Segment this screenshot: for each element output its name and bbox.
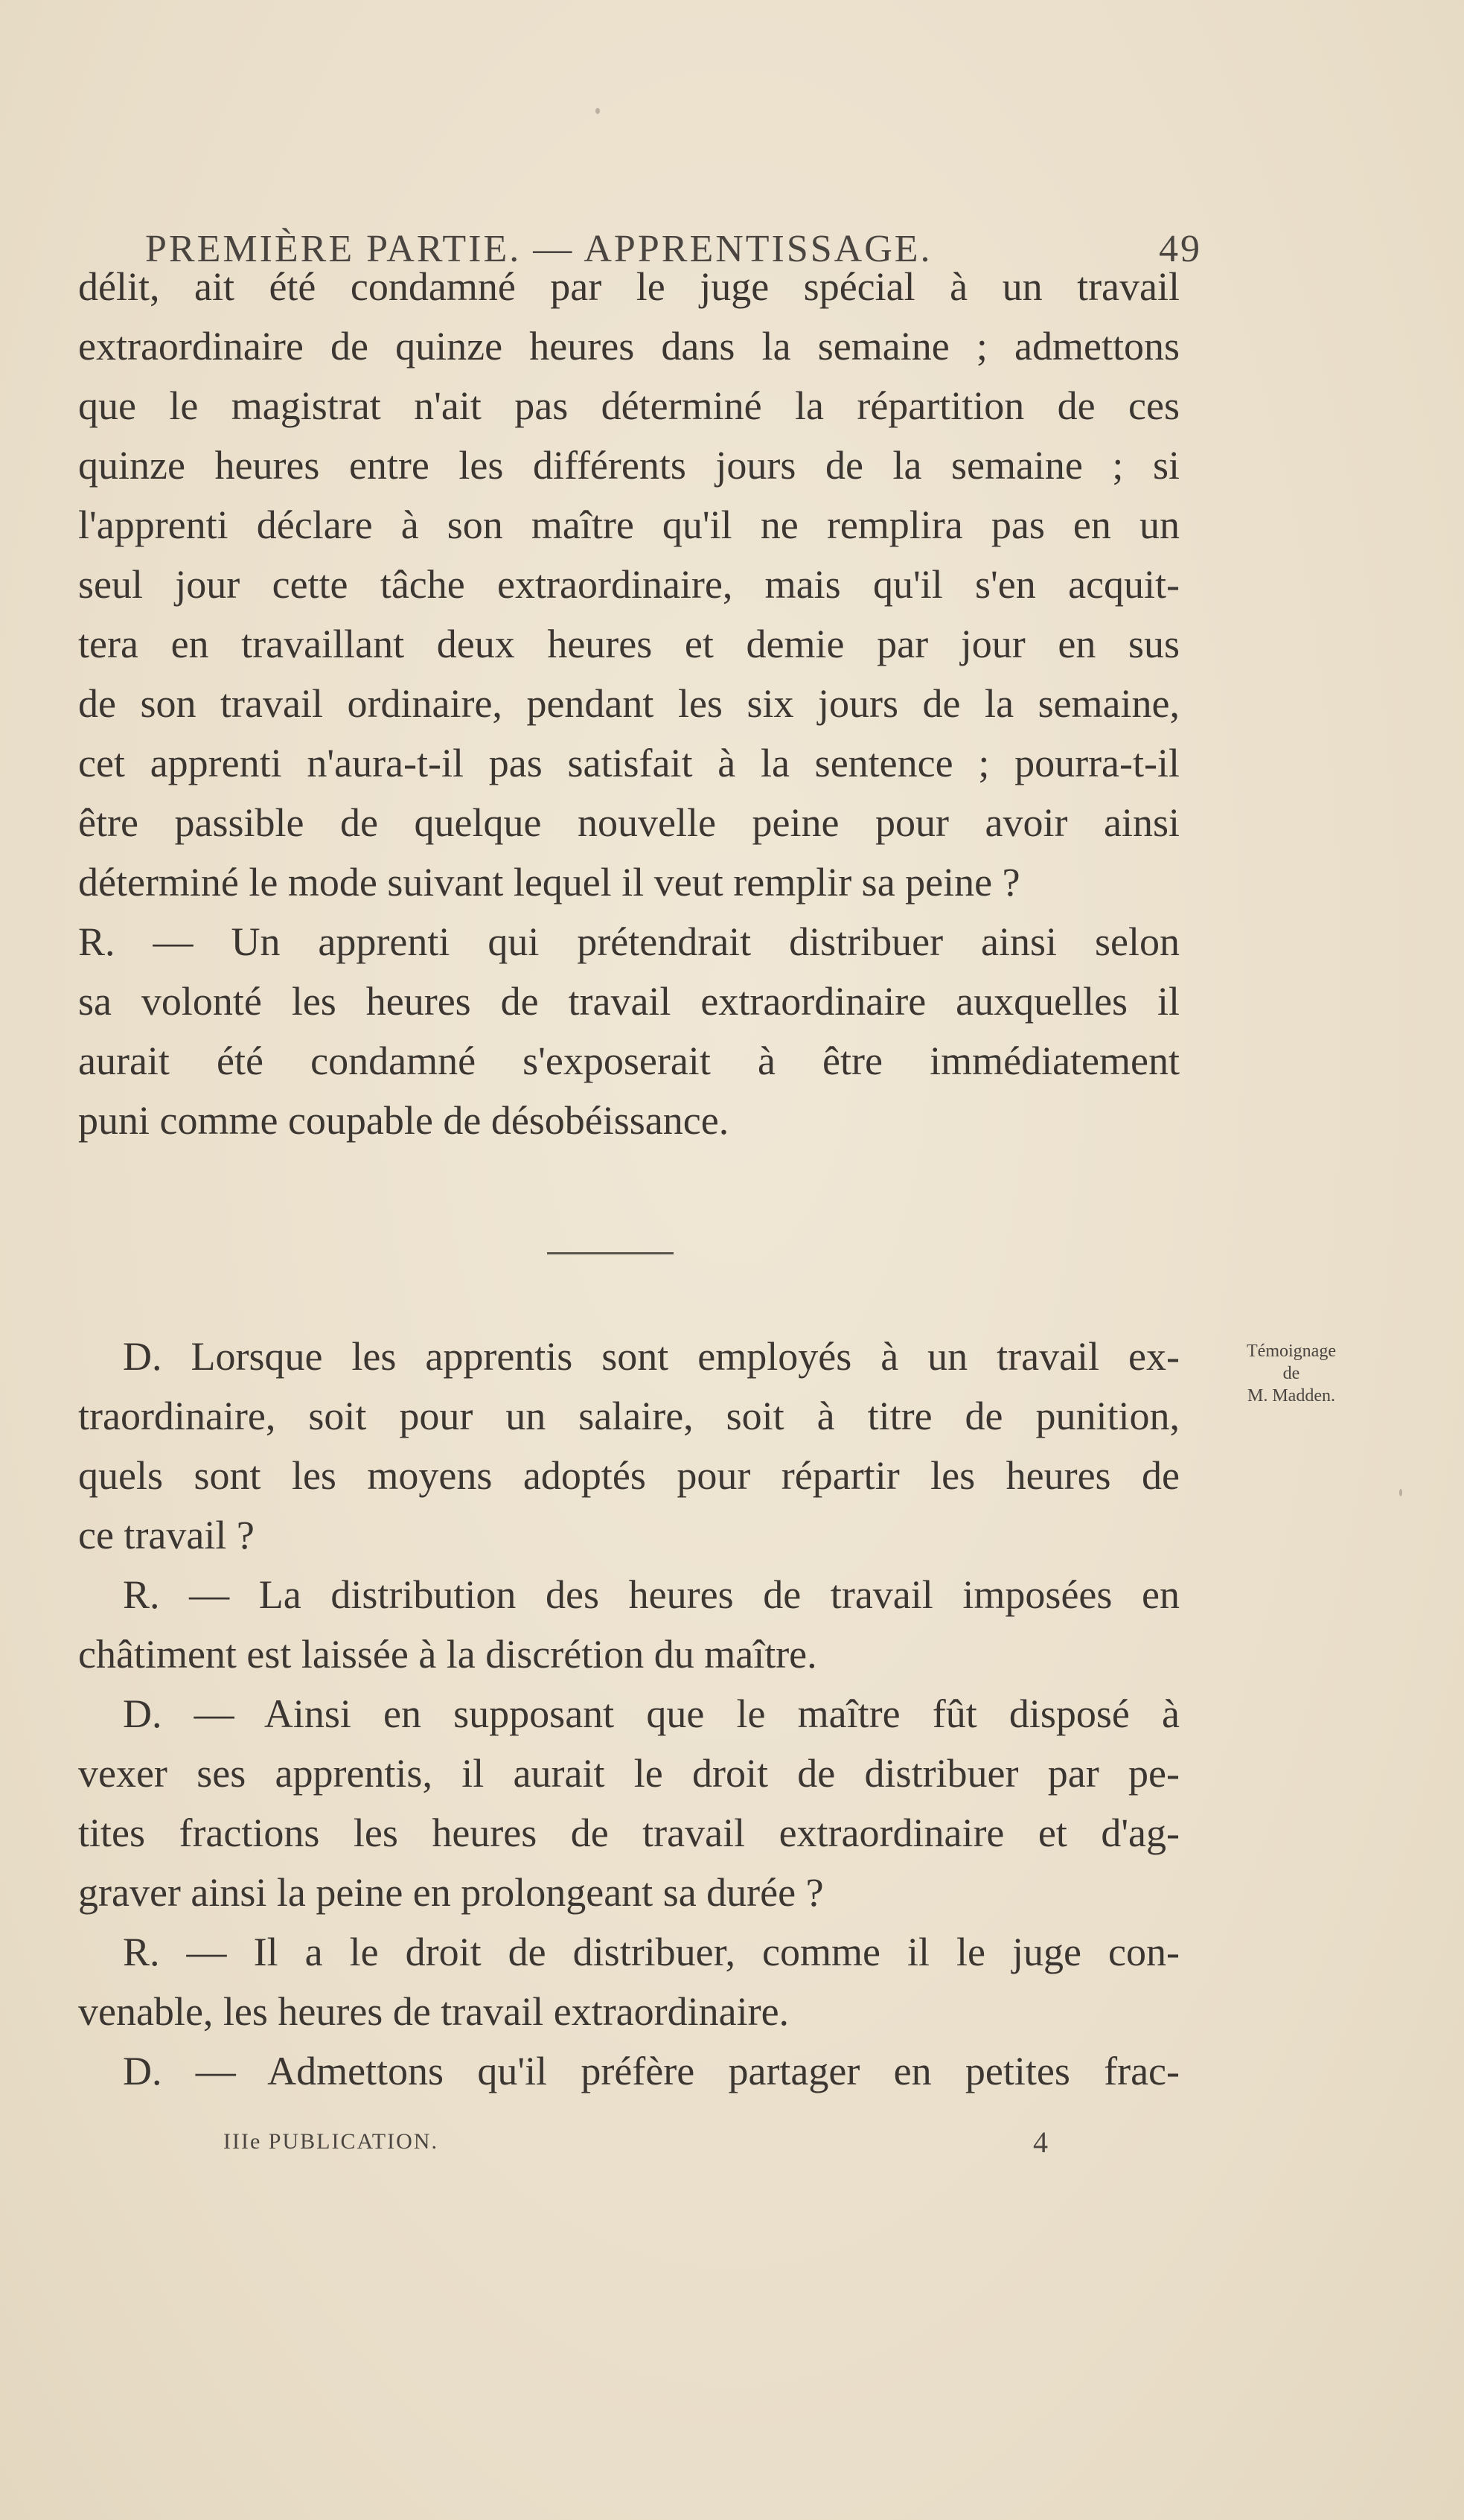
signature-mark: IIIe PUBLICATION. <box>223 2129 438 2154</box>
text-line: sa volonté les heures de travail extraordinaire auxquelles il <box>78 979 1180 1024</box>
paragraph-1 <box>78 257 1180 1150</box>
text-line: R. — Il a le droit de distribuer, comme il le juge con- <box>123 1930 1180 1974</box>
text-line: venable, les heures de travail extraordinaire. <box>78 1989 790 2034</box>
text-line: seul jour cette tâche extraordinaire, mais qu'il s'en acquit- <box>78 562 1180 607</box>
text-line: D. — Admettons qu'il préfère partager en petites frac- <box>123 2049 1180 2093</box>
text-line: quels sont les moyens adoptés pour répartir les heures de <box>78 1453 1180 1498</box>
paper-speck <box>1399 1489 1402 1496</box>
text-line: l'apprenti déclare à son maître qu'il ne remplira pas en un <box>78 503 1180 547</box>
text-line: quinze heures entre les différents jours de la semaine ; si <box>78 443 1180 488</box>
text-line: châtiment est laissée à la discrétion du maître. <box>78 1632 817 1677</box>
sheet-number: 4 <box>1033 2125 1049 2159</box>
text-line: extraordinaire de quinze heures dans la semaine ; admettons <box>78 324 1180 369</box>
text-line: délit, ait été condamné par le juge spécial à un travail <box>78 264 1180 309</box>
text-line: être passible de quelque nouvelle peine pour avoir ainsi <box>78 800 1180 845</box>
text-line: tera en travaillant deux heures et demie par jour en sus <box>78 622 1180 666</box>
text-line: que le magistrat n'ait pas déterminé la répartition de ces <box>78 383 1180 428</box>
page-footer <box>223 2125 1049 2166</box>
text-line: ce travail ? <box>78 1513 255 1557</box>
margin-note <box>1217 1340 1366 1407</box>
text-line: graver ainsi la peine en prolongeant sa durée ? <box>78 1870 824 1915</box>
text-line: D. — Ainsi en supposant que le maître fût disposé à <box>123 1691 1180 1736</box>
text-line: traordinaire, soit pour un salaire, soit à titre de punition, <box>78 1394 1180 1438</box>
paragraph-2 <box>78 1327 1180 2101</box>
text-line: vexer ses apprentis, il aurait le droit de distribuer par pe- <box>78 1751 1180 1796</box>
text-line: cet apprenti n'aura-t-il pas satisfait à la sentence ; pourra-t-il <box>78 741 1180 785</box>
text-line: tites fractions les heures de travail extraordinaire et d'ag- <box>78 1811 1180 1855</box>
running-title: PREMIÈRE PARTIE. — APPRENTISSAGE. <box>145 228 933 270</box>
page-number: 49 <box>1159 228 1202 270</box>
text-line: R. — La distribution des heures de travail imposées en <box>123 1572 1180 1617</box>
text-line: déterminé le mode suivant lequel il veut remplir sa peine ? <box>78 860 1020 905</box>
text-line: D. Lorsque les apprentis sont employés à un travail ex- <box>123 1334 1180 1379</box>
margin-note-line: M. Madden. <box>1247 1386 1335 1406</box>
margin-note-line: Témoignage <box>1247 1342 1336 1361</box>
margin-note-line: de <box>1282 1364 1300 1383</box>
text-line: puni comme coupable de désobéissance. <box>78 1098 729 1143</box>
section-separator <box>547 1252 674 1254</box>
text-line: de son travail ordinaire, pendant les six jours de la semaine, <box>78 681 1180 726</box>
paper-speck <box>595 108 600 114</box>
text-line: R. — Un apprenti qui prétendrait distribuer ainsi selon <box>78 919 1180 964</box>
text-line: aurait été condamné s'exposerait à être immédiatement <box>78 1039 1180 1083</box>
